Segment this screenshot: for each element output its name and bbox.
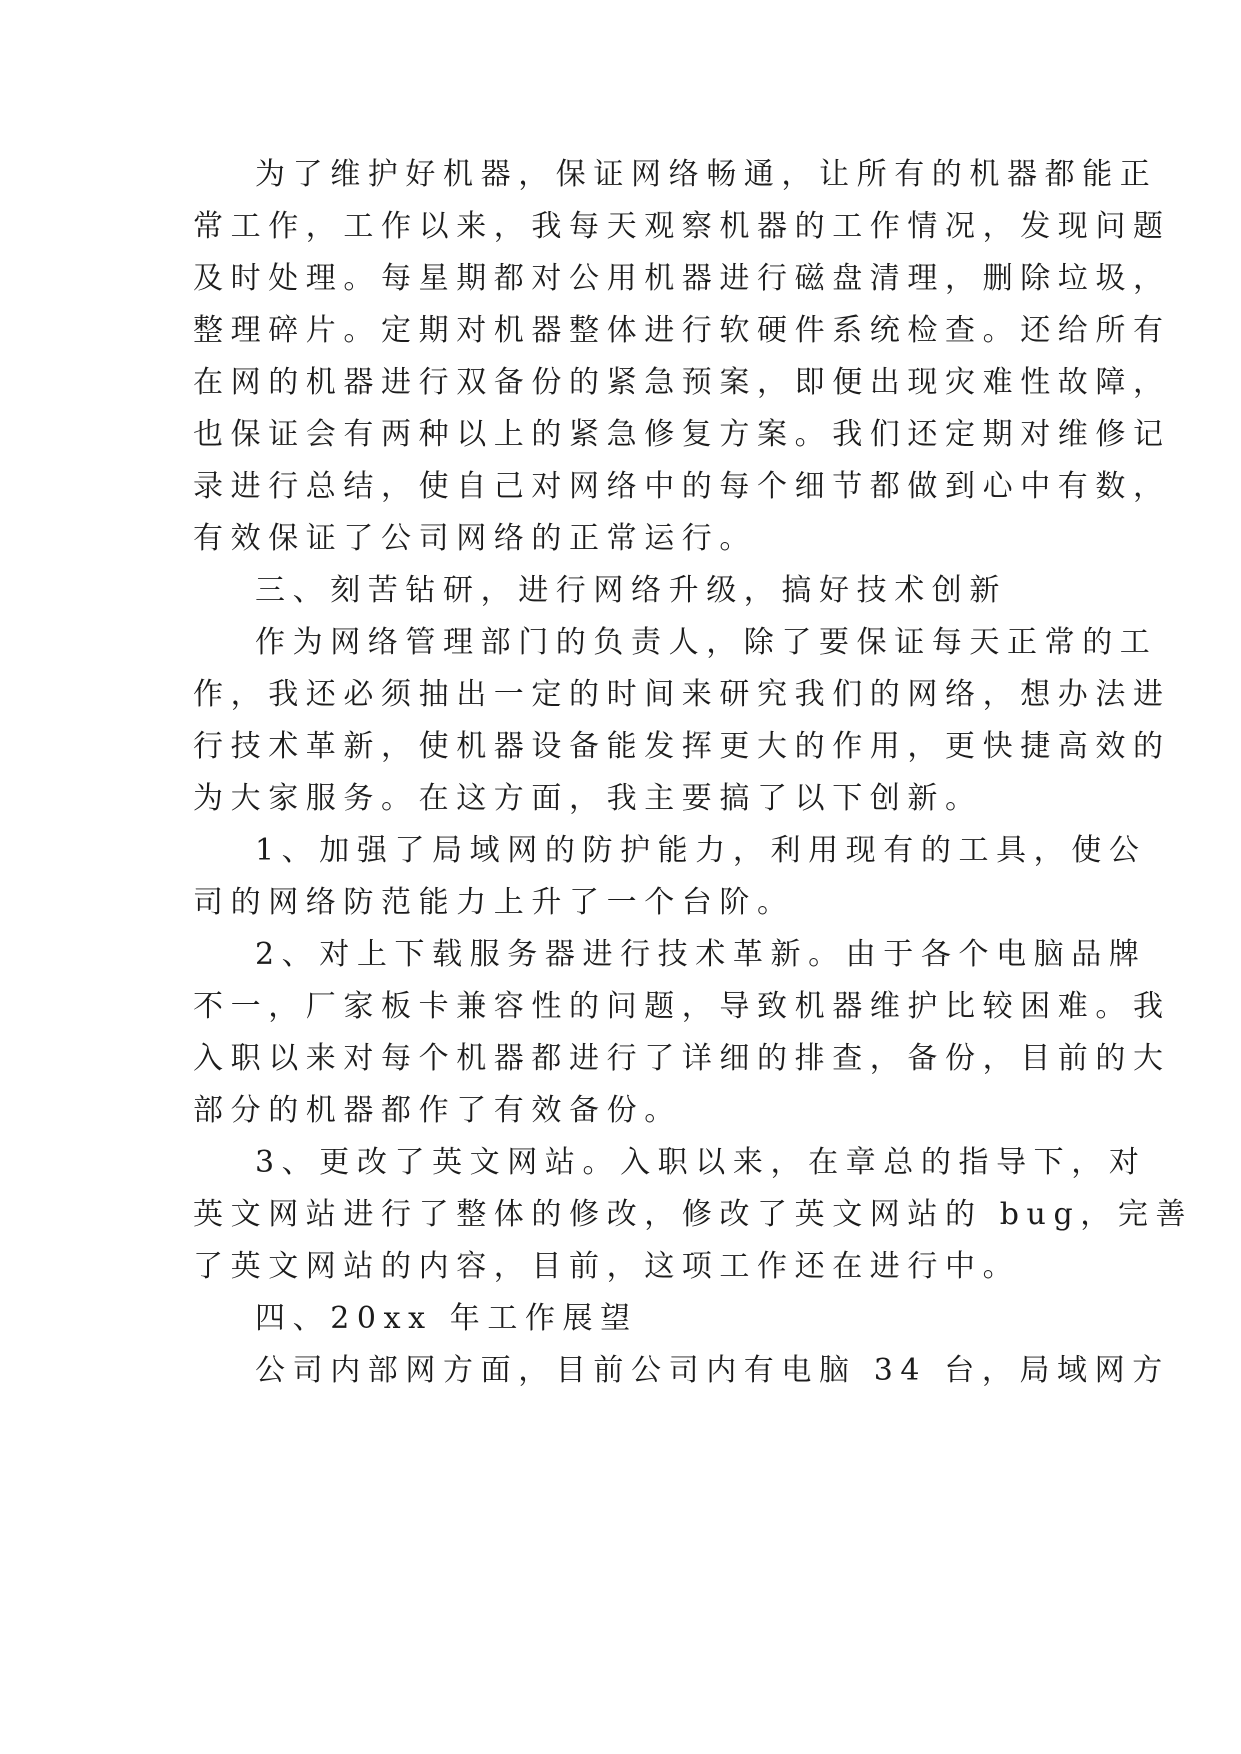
list-item-line: 英文网站进行了整体的修改，修改了英文网站的 bug，完善 <box>193 1197 1194 1232</box>
paragraph-line: 在网的机器进行双备份的紧急预案，即便出现灾难性故障， <box>193 365 1171 400</box>
list-item-line: 部分的机器都作了有效备份。 <box>193 1093 682 1128</box>
section-heading: 四、20xx 年工作展望 <box>255 1301 638 1336</box>
paragraph-line: 及时处理。每星期都对公用机器进行磁盘清理，删除垃圾， <box>193 261 1171 296</box>
list-item-line: 1、加强了局域网的防护能力，利用现有的工具，使公 <box>255 833 1147 868</box>
paragraph-line: 行技术革新，使机器设备能发挥更大的作用，更快捷高效的 <box>193 729 1171 764</box>
paragraph-line: 常工作，工作以来，我每天观察机器的工作情况，发现问题 <box>193 209 1171 244</box>
list-item-line: 不一，厂家板卡兼容性的问题，导致机器维护比较困难。我 <box>193 989 1171 1024</box>
paragraph-line: 为大家服务。在这方面，我主要搞了以下创新。 <box>193 781 983 816</box>
paragraph-line: 有效保证了公司网络的正常运行。 <box>193 521 757 556</box>
paragraph-line: 录进行总结，使自己对网络中的每个细节都做到心中有数， <box>193 469 1171 504</box>
list-item-line: 3、更改了英文网站。入职以来，在章总的指导下，对 <box>255 1145 1147 1180</box>
list-item-line: 了英文网站的内容，目前，这项工作还在进行中。 <box>193 1249 1021 1284</box>
paragraph-line: 公司内部网方面，目前公司内有电脑 34 台，局域网方 <box>255 1353 1170 1388</box>
paragraph-line: 也保证会有两种以上的紧急修复方案。我们还定期对维修记 <box>193 417 1171 452</box>
list-item-line: 司的网络防范能力上升了一个台阶。 <box>193 885 795 920</box>
section-heading: 三、刻苦钻研，进行网络升级，搞好技术创新 <box>255 573 1007 608</box>
paragraph-line: 整理碎片。定期对机器整体进行软硬件系统检查。还给所有 <box>193 313 1171 348</box>
paragraph-line: 作，我还必须抽出一定的时间来研究我们的网络，想办法进 <box>193 677 1171 712</box>
list-item-line: 入职以来对每个机器都进行了详细的排查，备份，目前的大 <box>193 1041 1171 1076</box>
paragraph-line: 为了维护好机器，保证网络畅通，让所有的机器都能正 <box>255 157 1158 192</box>
list-item-line: 2、对上下载服务器进行技术革新。由于各个电脑品牌 <box>255 937 1147 972</box>
paragraph-line: 作为网络管理部门的负责人，除了要保证每天正常的工 <box>255 625 1158 660</box>
